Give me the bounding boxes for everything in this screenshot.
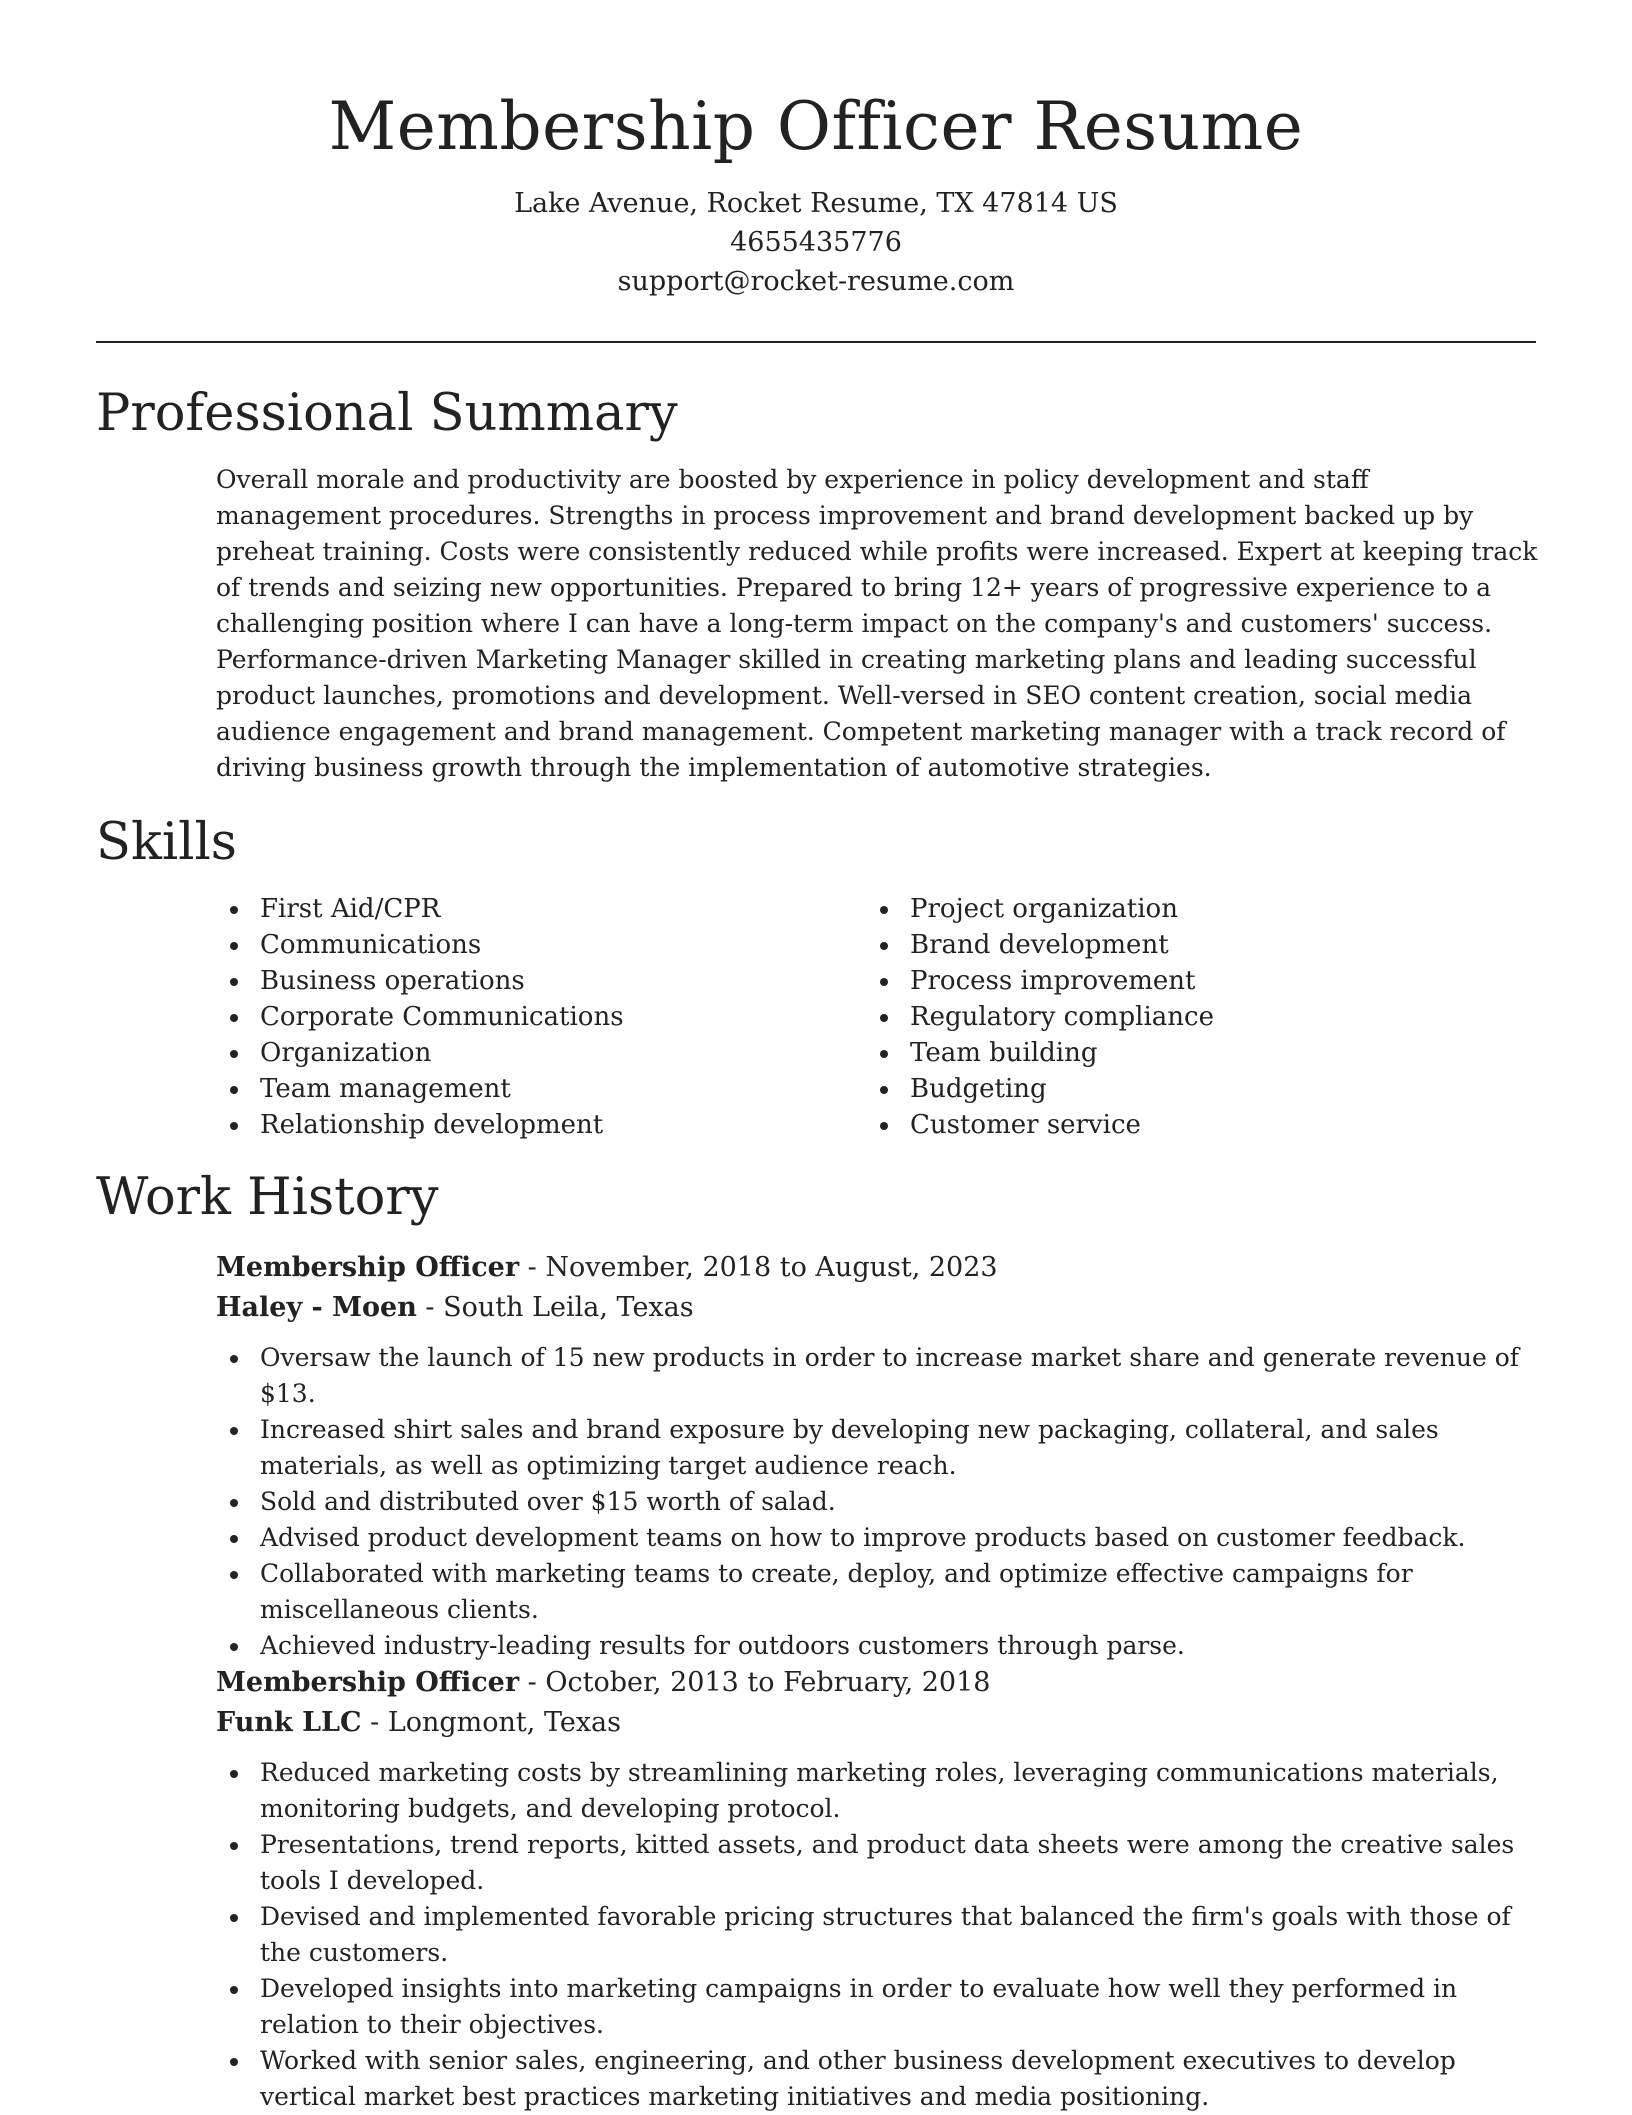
work-history-heading: Work History [96,1168,439,1227]
skill-item: Customer service [866,1107,1214,1143]
resume-title: Membership Officer Resume [328,88,1304,165]
skills-heading: Skills [96,813,237,872]
job-company: Funk LLC [216,1707,362,1738]
skill-item: Budgeting [866,1071,1214,1107]
job-bullet: Achieved industry-leading results for outdoors customers through parse. [216,1628,1536,1664]
contact-phone: 4655435776 [730,227,902,258]
contact-email: support@rocket-resume.com [617,266,1015,297]
job-company-line [216,1288,1536,1328]
job-bullet: Developed insights into marketing campaigns in order to evaluate how well they performed in relation to their objectives. [216,1971,1536,2043]
job-location: - South Leila, Texas [416,1292,694,1323]
skill-item: Relationship development [216,1107,624,1143]
skill-item: Regulatory compliance [866,999,1214,1035]
job-location: - Longmont, Texas [361,1707,622,1738]
skill-item: Brand development [866,927,1214,963]
job-bullet: Devised and implemented favorable pricing structures that balanced the firm's goals with those of the customers. [216,1899,1536,1971]
job-bullet: Collaborated with marketing teams to create, deploy, and optimize effective campaigns for miscellaneous clients. [216,1556,1536,1628]
job-entry [216,1248,1536,1664]
job-dates: - November, 2018 to August, 2023 [519,1252,998,1283]
skill-item: Team building [866,1035,1214,1071]
job-company-line [216,1703,1536,1743]
job-bullet: Advised product development teams on how to improve products based on customer feedback. [216,1520,1536,1556]
job-bullet: Sold and distributed over $15 worth of salad. [216,1484,1536,1520]
job-title-line [216,1248,1536,1288]
job-bullet: Increased shirt sales and brand exposure by developing new packaging, collateral, and sales materials, as well as optimizing target audience reach. [216,1412,1536,1484]
job-company: Haley - Moen [216,1292,417,1323]
skill-item: Communications [216,927,624,963]
job-bullets [216,1755,1536,2115]
summary-text: Overall morale and productivity are boosted by experience in policy development and staff management procedures. Strengths in process improvement and brand development backed up by preheat training. Costs were consistently reduced while profits were increased. Expert at keeping track of trends and seizing new opportunities. Prepared to bring 12+ years of progressive experience to a challenging position where I can have a long-term impact on the company's and customers' success. Performance-driven Marketing Manager skilled in creating marketing plans and leading successful product launches, promotions and development. Well-versed in SEO content creation, social media audience engagement and brand management. Competent marketing manager with a track record of driving business growth through the implementation of automotive strategies. [216,465,1538,782]
job-bullet: Presentations, trend reports, kitted assets, and product data sheets were among the creative sales tools I developed. [216,1827,1536,1899]
job-dates: - October, 2013 to February, 2018 [519,1667,991,1698]
job-title-line [216,1663,1536,1703]
job-entry [216,1663,1536,2115]
contact-info [0,184,1632,301]
job-bullets [216,1340,1536,1664]
skills-column-1 [216,891,624,1143]
skill-item: Team management [216,1071,624,1107]
skills-column-2 [866,891,1214,1143]
skill-item: Organization [216,1035,624,1071]
skill-item: Business operations [216,963,624,999]
header-divider [96,341,1536,343]
skill-item: Project organization [866,891,1214,927]
skill-item: Corporate Communications [216,999,624,1035]
job-bullet: Oversaw the launch of 15 new products in order to increase market share and generate revenue of $13. [216,1340,1536,1412]
summary-heading: Professional Summary [96,384,678,443]
skill-item: First Aid/CPR [216,891,624,927]
contact-address: Lake Avenue, Rocket Resume, TX 47814 US [514,188,1118,219]
resume-header [0,0,1632,301]
job-title: Membership Officer [216,1252,520,1283]
job-bullet: Reduced marketing costs by streamlining marketing roles, leveraging communications materials, monitoring budgets, and developing protocol. [216,1755,1536,1827]
job-title: Membership Officer [216,1667,520,1698]
skill-item: Process improvement [866,963,1214,999]
job-bullet: Worked with senior sales, engineering, and other business development executives to develop vertical market best practices marketing initiatives and media positioning. [216,2043,1536,2115]
